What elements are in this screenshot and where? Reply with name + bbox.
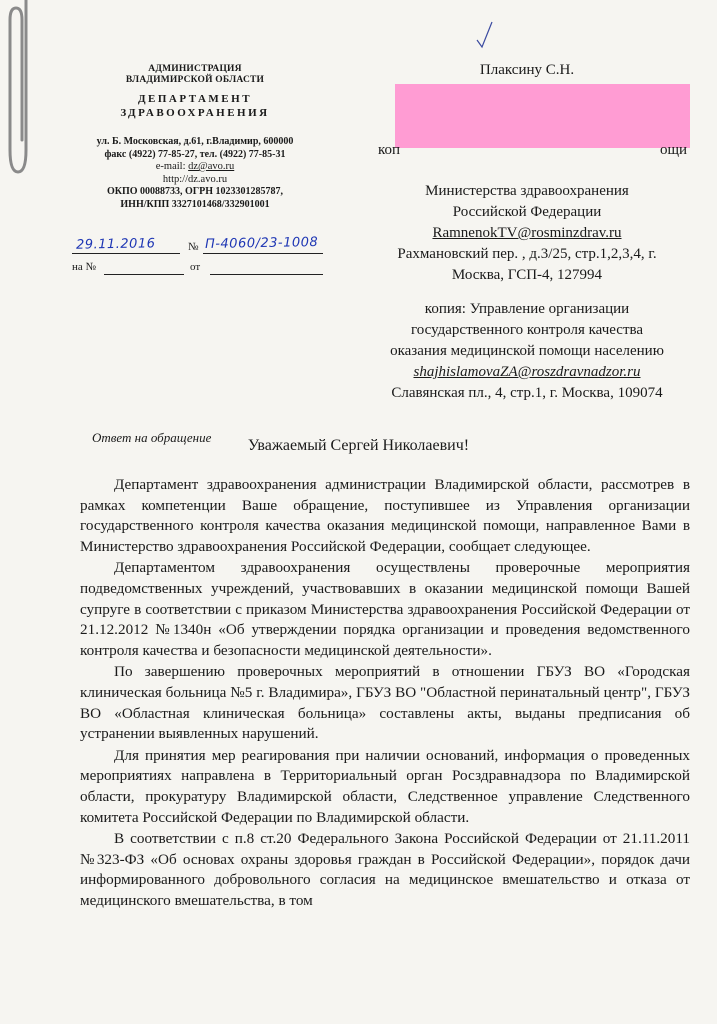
letterhead: [60, 64, 330, 211]
copy2-address: Славянская пл., 4, стр.1, г. Москва, 109074: [391, 385, 663, 401]
email-label: e-mail:: [155, 161, 189, 172]
from-label: от: [190, 261, 201, 273]
ministry-line-2: Российской Федерации: [452, 204, 602, 220]
department-address: ул. Б. Московская, д.61, г.Владимир, 600000: [96, 136, 294, 147]
paragraph-3: По завершению проверочных мероприятий в отношении ГБУЗ ВО «Городская клиническая больница №5 г. Владимира», ГБУЗ ВО "Областной перинатальный центр", ГБУЗ ВО «Областная клиническая больница» составлены акты, выданы предписания об устранении выявленных нарушений.: [80, 663, 690, 743]
number-sign: №: [188, 241, 199, 253]
okpo-line: ОКПО 00088733, ОГРН 1023301285787,: [106, 186, 284, 197]
date-underline: [72, 253, 180, 254]
recipient-name: Плаксину С.Н.: [479, 62, 575, 78]
greeting: Уважаемый Сергей Николаевич!: [247, 437, 470, 454]
department-website[interactable]: http://dz.avo.ru: [162, 173, 228, 185]
ministry-address-1: Рахмановский пер. , д.3/25, стр.1,2,3,4, г.: [397, 246, 657, 262]
paragraph-4: Для принятия мер реагирования при наличии оснований, информация о проведенных мероприятиях направлена в Территориальный орган Росздравнадзора по Владимирской области, прокуратуру Владимирской области, Следственное управление Следственного комитета Российской Федерации по Владимирской области.: [80, 746, 690, 826]
copy2-line-2: государственного контроля качества: [410, 322, 644, 338]
ministry-email[interactable]: RamnenokTV@rosminzdrav.ru: [432, 225, 622, 241]
department-subtitle: ЗДРАВООХРАНЕНИЯ: [120, 107, 270, 119]
inn-line: ИНН/КПП 3327101468/332901001: [120, 198, 270, 210]
ministry-line-1: Министерства здравоохранения: [425, 183, 629, 199]
recipient-block: [367, 60, 687, 81]
copy-fragment-left: коп: [378, 142, 401, 158]
department-title: ДЕПАРТАМЕНТ: [137, 93, 253, 105]
on-number-underline: [104, 274, 184, 275]
checkmark-icon: [475, 20, 495, 50]
department-email[interactable]: dz@avo.ru: [188, 161, 235, 172]
ministry-address-2: Москва, ГСП-4, 127994: [451, 267, 603, 283]
letter-body: [80, 475, 690, 912]
paper-clip-icon: [6, 0, 40, 180]
copy2-line-3: оказания медицинской помощи населению: [390, 343, 664, 359]
admin-title: АДМИНИСТРАЦИЯ: [148, 64, 242, 74]
number-underline: [203, 253, 323, 254]
paragraph-5: В соответствии с п.8 ст.20 Федерального Закона Российской Федерации от 21.11.2011 №323-ФЗ «Об основах охраны здоровья граждан в Российской Федерации», порядок дачи информированного добровольного согласия на медицинское вмешательство и отказа от медицинского вмешательства, в том: [80, 830, 690, 909]
department-phones: факс (4922) 77-85-27, тел. (4922) 77-85-31: [104, 148, 286, 160]
paragraph-2: Департаментом здравоохранения осуществлены проверочные мероприятия подведомственных учреждений, участвовавших в оказании медицинской помощи Вашей супруге в соответствии с приказом Министерства здравоохранения Российской Федерации от 21.12.2012 №1340н «Об утверждении порядка организации и проведения ведомственного контроля качества и безопасности медицинской деятельности».: [80, 559, 690, 659]
redaction-box: [395, 84, 690, 148]
on-number-label: на №: [72, 261, 97, 273]
handwritten-number: П-4060/23-1008: [204, 235, 319, 252]
paragraph-1: Департамент здравоохранения администрации Владимирской области, рассмотрев в рамках компетенции Ваше обращение, поступившее из Управления организации государственного контроля качества оказания медицинской помощи, направленное Вами в Министерство здравоохранения Российской Федерации, сообщает следующее.: [80, 476, 690, 555]
admin-region: ВЛАДИМИРСКОЙ ОБЛАСТИ: [125, 75, 265, 85]
subject-line: Ответ на обращение: [92, 430, 212, 445]
from-underline: [210, 274, 323, 275]
ministry-block: [367, 181, 687, 286]
copy2-block: [367, 299, 687, 404]
handwritten-date: 29.11.2016: [75, 236, 156, 253]
copy-fragment-right: ощи: [660, 142, 688, 158]
copy2-line-1: копия: Управление организации: [424, 301, 630, 317]
department-email-row: [60, 161, 330, 174]
copy2-email[interactable]: shajhislamovaZA@roszdravnadzor.ru: [413, 364, 641, 380]
